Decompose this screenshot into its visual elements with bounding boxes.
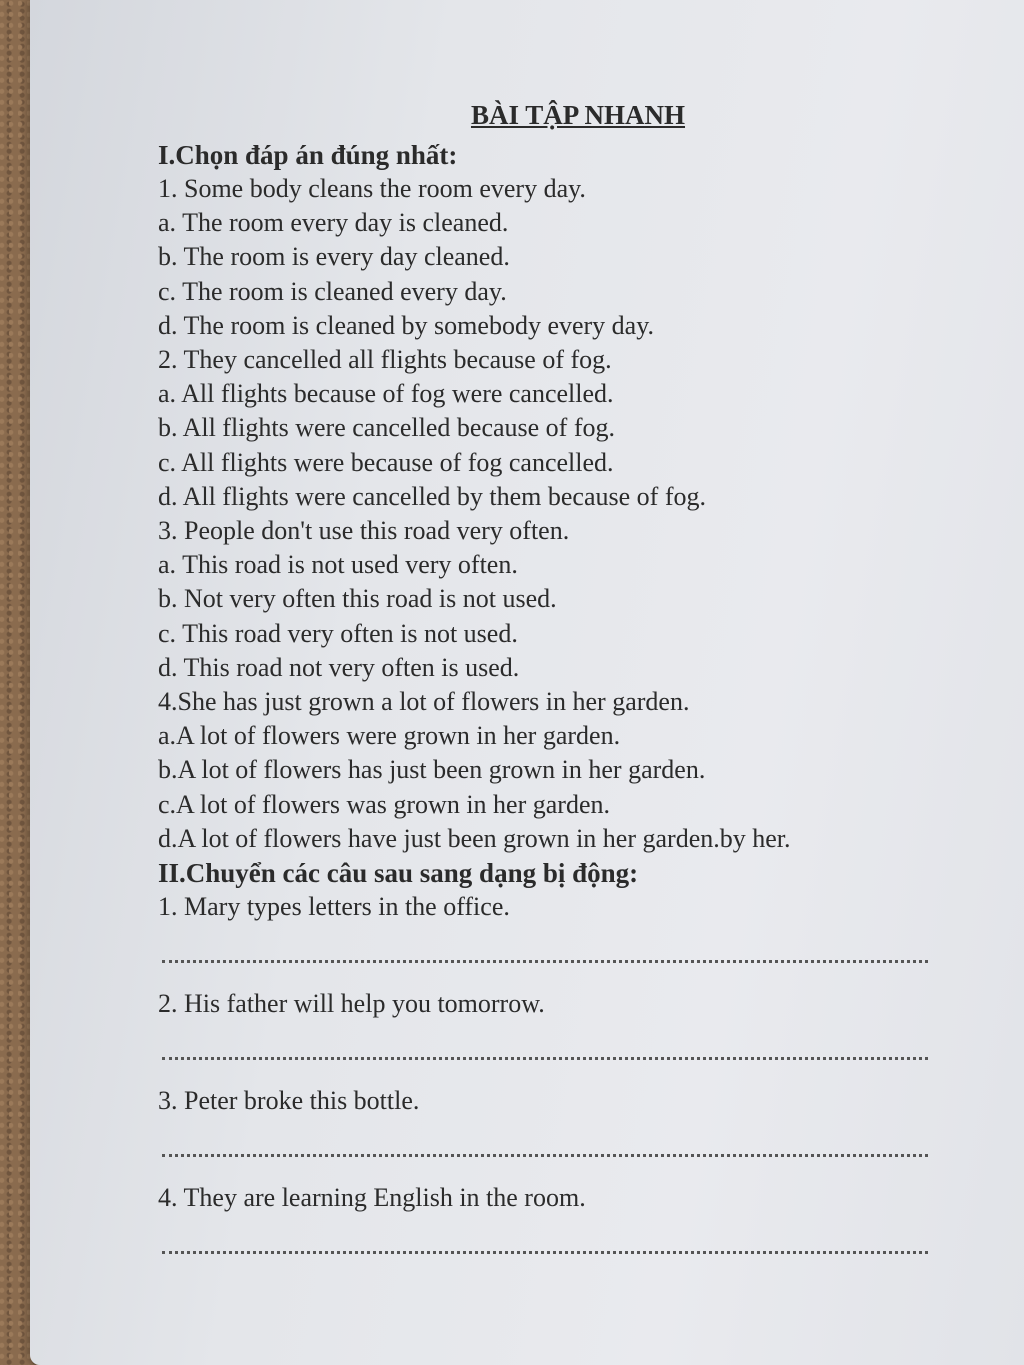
question-2-option-d: d. All flights were cancelled by them because of fog.	[158, 481, 706, 511]
answer-line-4[interactable]	[162, 1227, 928, 1254]
question-1-option-b: b. The room is every day cleaned.	[158, 242, 510, 272]
question-4-option-b: b.A lot of flowers has just been grown in her garden.	[158, 755, 706, 785]
question-3-option-c: c. This road very often is not used.	[158, 618, 518, 648]
answer-line-1[interactable]	[162, 936, 928, 963]
question-1-option-d: d. The room is cleaned by somebody every day.	[158, 310, 655, 340]
transform-question-2: 2. His father will help you tomorrow.	[158, 989, 545, 1019]
answer-line-3[interactable]	[162, 1130, 928, 1157]
question-2-option-b: b. All flights were cancelled because of fog.	[158, 413, 615, 443]
worksheet-paper	[30, 0, 1024, 1365]
question-4: 4.She has just grown a lot of flowers in her garden.	[158, 687, 690, 717]
transform-question-1: 1. Mary types letters in the office.	[158, 892, 510, 922]
section2-list	[158, 890, 938, 1254]
transform-question-3: 3. Peter broke this bottle.	[158, 1086, 420, 1116]
question-2: 2. They cancelled all flights because of fog.	[158, 345, 612, 375]
question-3-option-d: d. This road not very often is used.	[158, 652, 520, 682]
section1-list	[158, 172, 938, 856]
worksheet-content	[158, 96, 938, 1278]
page-title: BÀI TẬP NHANH	[470, 100, 686, 130]
question-4-option-d: d.A lot of flowers have just been grown in her garden.by her.	[158, 823, 791, 853]
question-1: 1. Some body cleans the room every day.	[158, 174, 586, 203]
question-3-option-a: a. This road is not used very often.	[158, 550, 518, 580]
section2-heading: II.Chuyển các câu sau sang dạng bị động:	[158, 858, 639, 889]
answer-line-2[interactable]	[162, 1033, 928, 1060]
transform-question-4: 4. They are learning English in the room.	[158, 1183, 586, 1213]
question-2-option-a: a. All flights because of fog were cancelled.	[158, 379, 614, 409]
question-4-option-a: a.A lot of flowers were grown in her garden.	[158, 721, 621, 751]
section1-heading: I.Chọn đáp án đúng nhất:	[158, 140, 458, 170]
question-4-option-c: c.A lot of flowers was grown in her garden.	[158, 789, 610, 819]
question-1-option-c: c. The room is cleaned every day.	[158, 276, 507, 306]
question-3: 3. People don't use this road very often.	[158, 516, 570, 546]
question-1-option-a: a. The room every day is cleaned.	[158, 208, 509, 238]
question-2-option-c: c. All flights were because of fog cancelled.	[158, 447, 614, 477]
question-3-option-b: b. Not very often this road is not used.	[158, 584, 557, 614]
